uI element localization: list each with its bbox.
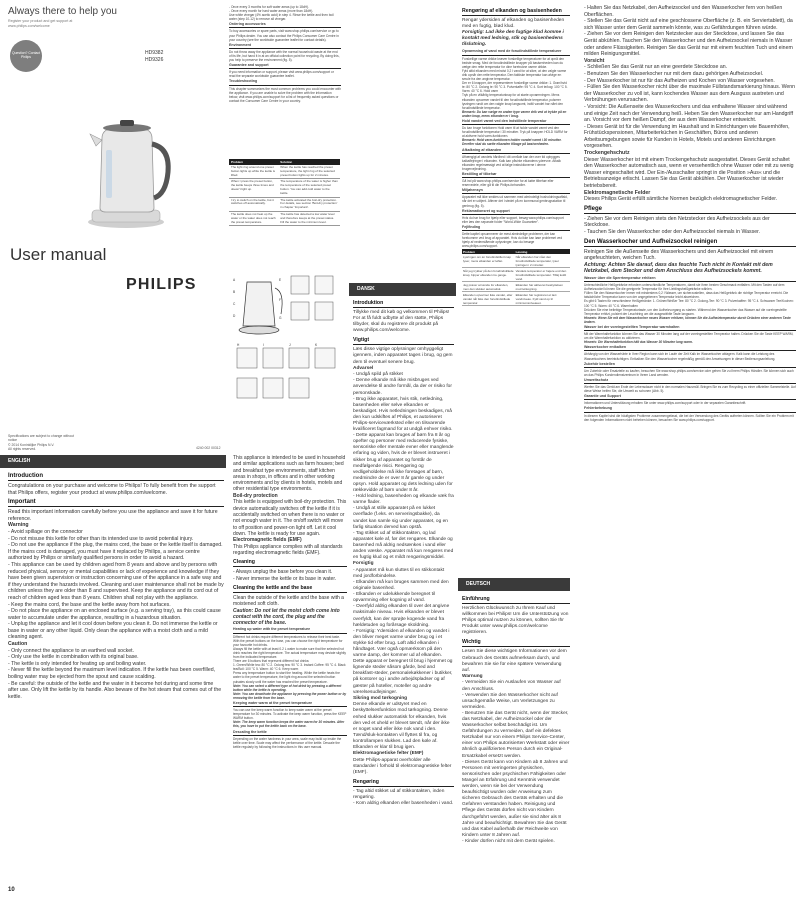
section-heading: Fejlfinding <box>462 225 570 231</box>
section-heading: Den Wasserkocher und Aufheizsockel reinigen <box>584 239 796 247</box>
table-row <box>229 179 340 197</box>
paragraph: 1. Green/White tea: 80 °C 2. Oolong tea: 90 °C 3. Instant Coffee: 95 °C 4. Black tea/Boil: 100 °C 5. Warm: 40 °C 6. Keep warm <box>233 663 346 672</box>
paragraph: Different hot drinks require different temperatures to release their best taste. With the preset buttons on the base, you can choose the right temperature for your favourite hot drinks. <box>233 634 343 647</box>
section-heading: Wasserkocher entkalken <box>584 345 796 351</box>
list-item: - Schließen Sie das Gerät nur an eine geerdete Steckdose an. <box>584 64 796 71</box>
diagram-label: G <box>279 316 282 320</box>
paragraph: Apparatet må ikke smides ud sammen med almindeligt husholdningsaffald, når det er udtjent. Aflever det i stedet på en kommunal genbrugsstation til genbrug (fig. 5). <box>462 195 568 208</box>
diagram-label: E <box>279 278 282 282</box>
section-heading: Introduction <box>8 473 224 481</box>
dansk-column-2 <box>462 5 570 575</box>
paragraph: To buy accessories or spare parts, visit www.shop.philips.com/service or go to your Philips dealer. You can also contact the Philips Consumer Care Centre in your country (see the worldwide guarantee leaflet for contact details). <box>229 29 339 42</box>
section-heading: Guarantee and support <box>229 63 341 69</box>
cover-section <box>8 6 232 452</box>
english-column-3-top <box>229 5 341 157</box>
section-heading: Opvarmning af vand med de forudindstillede temperaturer <box>462 49 570 55</box>
paragraph: This appliance is intended to be used in household and similar applications such as farm houses; bed and breakfast type environments, staff kitchen areas in shops, in offices and in other working environments and by clients in hotels, motels and other residential type environments. <box>233 455 346 493</box>
section-heading: Rengøring af elkanden og basisenheden <box>462 8 570 16</box>
tagline: Always there to help you <box>8 6 117 17</box>
subheading: Vorsicht <box>584 57 605 64</box>
caution-note: Achtung: Achten Sie darauf, dass das feuchte Tuch nicht in Kontakt mit dem Netzkabel, dem Stecker und dem Anschluss des Aufheizsockels kommt. <box>584 261 773 275</box>
list-item: - Overfyld aldrig elkanden til over det angivne maksimale niveau. Hvis elkanden er blevet overfyldt, kan der sprøjte kogende vand fra hældetuden og forårsage skoldning. <box>353 604 454 628</box>
list-item: - Be careful: the outside of the kettle and the water in it become hot during and some time after use. Only lift the kettle by its handle. Also beware of the hot steam that comes out of the kettle. <box>8 681 224 701</box>
paragraph: Dette Philips-apparat overholder alle standarder i forhold til elektromagnetiske felter (EMF). <box>353 757 452 775</box>
note: Note: The keep warm function keeps the water warm for 30 minutes. After this, you have to put the kettle back on the base. <box>233 720 345 729</box>
table-row <box>229 211 340 225</box>
paragraph: Du kan bruge funktionen Hold varm til at holde vandet varmt ved den forudindstillede temperatur i 30 minutter. Tryk på knappen HOLD VARM for at aktivere hold varm-funktionen. <box>462 126 568 139</box>
section-heading: Fehlerbehebung <box>584 406 796 412</box>
table-header: Solution <box>278 159 340 165</box>
paragraph: Always fill the kettle with at least 0.2 L water to make sure that the selected hot drink reaches the right temperature. The actual temperature may deviate slightly from the indicated temperature. <box>233 646 346 659</box>
paragraph: Informationen und Unterstützung erhalten Sie unter www.philips.com/support oder in der separaten Garantieschrift. <box>584 401 747 406</box>
document-code: 4240 002 00312 <box>196 446 221 450</box>
note: Hinweis: Wenn Sie mit dem Wasserkocher neues Wasser erhitzen, können Sie die Aufheiztemperatur durch Drücken einer anderen Taste ändern. <box>584 315 791 324</box>
section-heading: Hold vandet varmt ved den indstillede temperatur <box>462 119 570 125</box>
table-cell: Elkanden har registreret et lavt vandniveau. Fyld vand op til minimumsniveauet. <box>515 292 570 306</box>
paragraph: Gå ind på www.shop.philips.com/service for at købe tilbehør eller reservedele, eller gå til din Philips-forhandler. <box>462 179 554 188</box>
paragraph: Lesen Sie diese wichtigen Informationen vor dem Gebrauch des Geräts aufmerksam durch, und bewahren Sie sie für eine spätere Verwendung auf. <box>462 649 567 673</box>
language-bar-english: ENGLISH <box>0 455 226 468</box>
paragraph: Hvis du har brug for hjælp eller support, besøg www.philips.com/support eller læs den separate folder "World-Wide Guarantee". <box>462 215 564 224</box>
page-number: 10 <box>8 887 15 893</box>
table-header: Problem <box>229 159 278 165</box>
section-heading: Cleaning <box>233 559 347 567</box>
table-row <box>229 197 340 211</box>
paragraph: Herzlichen Glückwunsch zu Ihrem Kauf und willkommen bei Philips! Um die Unterstützung von Philips optimal nutzen zu können, sollten Sie Ihr Produkt unter www.philips.com/welcome registrieren. <box>462 606 569 636</box>
table-cell: Når elkanden har nået den forudindstillede temperatur, lyser lysringen i 2 minutter. <box>515 254 570 268</box>
section-heading: Reklamationsret og support <box>462 209 570 215</box>
section-heading: Vigtigt <box>353 337 454 345</box>
paragraph: Read this important information carefully before you use the appliance and save it for future reference. <box>8 509 218 522</box>
list-item: - Avoid spillage on the connector <box>8 529 224 536</box>
list-item: - Füllen Sie den Wasserkocher nicht über die maximale Füllstandsmarkierung hinaus. Wenn der Wasserkocher zu voll ist, kann kochendes Wasser aus dem Ausguss austreten und Verbrühungen verursachen. <box>584 84 796 104</box>
spec-line: Specifications are subject to change without notice <box>8 434 74 443</box>
subheading: Boil-dry protection <box>233 492 278 499</box>
table-row <box>462 254 570 268</box>
table-cell: Elkanden har aktiveret beskyttelsen mod tørkogning. <box>515 282 570 292</box>
paragraph: Werfen Sie das Gerät am Ende der Lebensdauer nicht in den normalen Hausmüll. Bringen Sie es zum Recycling zu einer offiziellen Sammelstelle. Auf diese Weise helfen Sie, die Umwelt zu schonen (Abb. 5). <box>584 385 796 394</box>
table-cell: Når jeg trykker på den forudindstillede knap, bipper elkanden tre gange. <box>462 268 515 282</box>
list-item: - Ziehen Sie vor dem Reinigen den Netzstecker aus der Steckdose, und lassen Sie das Gerät abkühlen. Tauchen Sie den Wasserkocher und den Aufheizsockel niemals in Wasser oder andere Flüssigkeiten. Reinigen Sie das Gerät nur mit einem feuchten Tuch und einem milden Reinigungsmittel. <box>584 31 796 57</box>
list-item: - Kinder dürfen nicht mit dem Gerät spielen. <box>462 839 570 845</box>
table-row <box>462 282 570 292</box>
list-item: - Elkanden må kun bruges sammen med den originale basenhed. <box>353 580 454 592</box>
paragraph: Tryk på en vilkårlig temperaturknap for at starte opvarmningen. Mens elkanden opvarmer vandet til den forudindstillede temperatur, pulserer lysringen rundt om den valgte knap langsomt, indtil vandet har nået den forudindstillede temperatur. <box>462 93 564 110</box>
list-item: - Never immerse the kettle or its base in water. <box>233 576 347 582</box>
paragraph: There are 6 buttons that represent different hot drinks: <box>233 659 310 664</box>
paragraph: This Philips appliance complies with all standards regarding electromagnetic fields (EMF). <box>233 543 343 557</box>
paragraph: Congratulations on your purchase and welcome to Philips! To fully benefit from the support that Philips offers, register your product at www.philips.com/welcome. <box>8 483 216 496</box>
paragraph: Tillykke med dit køb og velkommen til Philips! For at få fuldt udbytte af den støtte, Philips tilbyder, skal du registrere dit produkt på www.philips.com/welcome. <box>353 310 450 334</box>
table-cell: Lysringen om én forudindstillet knap lyser, mens elkanden er løftet. <box>462 254 515 268</box>
product-diagram <box>229 268 339 418</box>
table-header: Problem <box>462 249 515 254</box>
table-row <box>229 165 340 179</box>
spec-line: All rights reserved. <box>8 447 37 452</box>
list-item: - Forsigtig: Ydersiden af elkanden og vandet i den bliver meget varme under brug og i et stykke tid efter brug. Løft altid elkanden i håndtaget. Vær også opmærksom på den varme damp, der kommer ud af elkanden. <box>353 629 454 659</box>
paragraph: Læs disse vigtige oplysninger omhyggeligt igennem, inden apparatet tages i brug, og gem dem til eventuel senere brug. <box>353 347 453 365</box>
paragraph: Do not throw away the appliance with the normal household waste at the end of its life, but hand it in at an official collection point for recycling. By doing this, you help to preserve the environment (fig. 5). <box>229 49 340 63</box>
diagram-svg <box>229 268 339 418</box>
figure-kettle <box>239 282 282 334</box>
section-heading: Afkalkning af elkanden <box>462 148 570 154</box>
paragraph: Dette apparat er beregnet til brug i hjemmet og lignende steder såsom gårde, bed and breakfast-steder, personalekøkkener i butikker, på kontorer og i andre arbejdspladser og af gæster på hoteller, moteller og andre værelsesudlejninger. <box>353 659 453 695</box>
table-cell: The temperature of the water is higher than the temperature of the selected preset button. You can add cold water to the kettle. <box>278 179 340 197</box>
table-cell: Elkanden opvarmer ikke vandet, eller vandet når ikke den forudindstillede temperatur. <box>462 292 515 306</box>
register-text: Register your product and get support at www.philips.com/welcome <box>8 19 73 28</box>
section-heading: Important <box>8 499 224 507</box>
english-column-2 <box>233 455 347 885</box>
paragraph: This kettle is equipped with boil-dry protection. This device automatically switches off the kettle if it is accidentally switched on when there is no water or not enough water in it. The on/off switch will move to off position and power-on light off. Let it cool down. The kettle is ready for use again. <box>233 499 347 537</box>
section-heading: Pflege <box>584 206 796 214</box>
language-bar-deutsch: DEUTSCH <box>458 578 570 591</box>
subheading: Sikring mod tørkogning <box>353 695 408 701</box>
note: Bemærk: Du kan vælge en anden type varme drik ved at trykke på en anden knap, mens elkanden er i brug. <box>462 109 567 118</box>
paragraph: Dette kapitel opsummerer de mest almindelige problemer, der kan forekomme ved brug af apparatet. Hvis du ikke kan løse problemet ved hjælp af nedenstående oplysninger, kan du besøge www.philips.com/support. <box>462 232 563 249</box>
paragraph: Depending on the water hardness in your area, scale may build up inside the kettle over time. Scale may affect the performance of the kettle. Descale the kettle regularly by following the instructions in this user manual. <box>233 736 342 749</box>
section-heading: Wichtig <box>462 639 570 647</box>
paragraph: If you need information or support, please visit www.philips.com/support or read the separate worldwide guarantee leaflet. <box>229 70 334 79</box>
language-bar-dansk: DANSK <box>349 283 456 296</box>
table-cell: Jeg prøver at tænde for elkanden, men den slukker automatisk. <box>462 282 515 292</box>
table-cell: The kettle activated the boil-dry protection. For details, see section 'Boil-dry protection' in chapter 'Important'. <box>278 197 340 211</box>
model-number: HD9326 <box>145 57 164 63</box>
list-item: - Vermeiden Sie ein Auslaufen von Wasser auf den Anschluss. <box>462 680 570 692</box>
section-heading: Descaling the kettle <box>233 730 347 736</box>
english-column-1 <box>8 470 224 884</box>
list-item: - This appliance can be used by children aged from 8 years and above and by persons with reduced physical, sensory or mental capabilities or lack of experience and knowledge if they have been given supervision or instruction concerning use of the appliance in a safe way and if they understand the hazards involved. Cleaning and user maintenance shall not be made by children unless they are older than 8 and supervised. Keep the appliance and its cord out of reach of children aged less than 8 years. Children shall not play with the appliance. <box>8 562 224 602</box>
section-heading: Umweltschutz <box>584 378 796 384</box>
list-item: - Dieses Gerät kann von Kindern ab 8 Jahren und Personen mit verringerten physischen, sensorischen oder psychischen Fähigkeiten oder Mangel an Erfahrung und Kenntnis verwendet werden, wenn sie bei der Verwendung beaufsichtigt wurden oder Anweisung zum sicheren Gebrauch des Geräts erhalten und die Gefahren verstanden haben. Reinigung und Pflege des Geräts dürfen nicht von Kindern durchgeführt werden, außer sie sind älter als 8 Jahre und beaufsichtigt. Bewahren Sie das Gerät und das Kabel außerhalb der Reichweite von Kindern unter 8 Jahren auf. <box>462 760 570 839</box>
list-item: - Tag stikket ud af stikkontakten, og lad apparatet køle af, før det rengøres. Elkande og basenhed må aldrig nedsænkes i vand eller anden væske. Apparatet må kun rengøres med en fugtig klud og et mildt rengøringsmiddel. <box>353 531 454 561</box>
list-item: - Verwenden Sie den Wasserkocher nicht auf unsachgemäße Weise, um Verletzungen zu vermeiden. <box>462 693 570 711</box>
table-cell: The light ring around one preset button lights up while the kettle is lifted. <box>229 165 278 179</box>
note: Bemærk: Hold varm-funktionen holder vandet varmt i 30 minutter. Derefter skal du sætte elkanden tilbage på basisenheden. <box>462 138 562 147</box>
spec-line: © 2014 Koninklijke Philips N.V. <box>8 442 55 447</box>
table-cell: When I press the preset button, the kettle beeps three times and doesn't light up. <box>229 179 278 197</box>
paragraph: Dieses Philips Gerät erfüllt sämtliche Normen bezüglich elektromagnetischer Felder. <box>584 196 778 203</box>
subheading: Elektromagnetiske felter (EMF) <box>353 751 424 757</box>
deutsch-column <box>462 593 570 885</box>
caution-note: Caution: Do not let the moist cloth come into contact with the cord, the plug and the connector of the base. <box>233 607 340 627</box>
list-item: - Only use the kettle in combination with its original base. <box>8 654 224 661</box>
paragraph: Afhængigt af vandets hårdhed i dit område kan der over tid opbygges kalkaflejringer i elkanden. Kalk kan påvirke elkandens ydeevne. Afkalk elkanden regelmæssigt ved at følge instruktionerne i denne brugervejledning. <box>462 154 561 171</box>
section-heading: Zubehör bestellen <box>584 362 796 368</box>
subheading: Caution <box>8 641 28 648</box>
table-row <box>462 268 570 282</box>
list-item: - Halten Sie das Netzkabel, den Aufheizsockel und den Wasserkocher fern von heißen Oberflächen. <box>584 5 796 18</box>
diagram-label: K <box>315 343 318 347</box>
paragraph: Forskellige varme drikke kræver forskellige temperaturer for at opnå den bedste smag. Med de forudindstillede knapper på basisenheden kan du vælge den rette temperatur for dine foretrukne varme drikke. <box>462 56 565 69</box>
subheading: Warnung <box>462 673 483 679</box>
diagram-label: I <box>263 343 264 347</box>
paragraph: Es gibt 6 Tasten für verschiedene Heißgetränke: 1. Grüner/Weißer Tee: 80 °C 2. Oolong-Tee: 90 °C 3. Pulverkaffee: 95 °C 4. Schwarzer Tee/Kochen: 100 °C 5. Warm: 40 °C 6. Warmhalten <box>584 299 794 308</box>
model-numbers <box>145 50 163 64</box>
list-item: - Only connect the appliance to an earthed wall socket. <box>8 648 224 655</box>
paragraph: Clean the outside of the kettle and the base with a moistened soft cloth. <box>233 594 344 608</box>
diagram-label: H <box>237 343 240 347</box>
list-item: - Never fill the kettle beyond the maximum level indication. If the kettle has been overfilled, boiling water may be ejected from the spout and cause scalding. <box>8 667 224 680</box>
contact-badge: Question? Contact Philips <box>10 40 42 72</box>
note: Hinweis: Die Warmhaltefunktion hält das Wasser 30 Minuten lang warm. <box>584 340 693 345</box>
section-heading: Troubleshooting <box>229 79 341 85</box>
subheading: Elektromagnetische Felder <box>584 189 651 196</box>
list-item: - Vorsicht: Die Außenseite des Wasserkochers und das enthaltene Wasser sind während und einige Zeit nach der Verwendung heiß. Heben Sie den Wasserkocher nur am Handgriff an. Vorsicht vor dem heißen Dampf, der aus dem Wasserkocher entweicht. <box>584 104 796 124</box>
list-item: - Benutzen Sie den Wasserkocher nur mit dem dazu gehörigen Aufheizsockel. <box>584 71 796 78</box>
caution-note: Forsigtig: Lad ikke den fugtige klud komme i kontakt med ledning, stik og basisenhedens tilslutning. <box>462 30 564 48</box>
paragraph: Dieser Wasserkocher ist mit einem Trockengehschutz ausgestattet. Dieses Gerät schaltet den Wasserkocher automatisch aus, wenn er versehentlich ohne Wasser oder mit zu wenig Wasser eingeschaltet wird. Der Ein-/Ausschalter springt in die Position »Aus« und die Betriebsanzeige erlischt. Lassen Sie das Gerät abkühlen. Der Wasserkocher ist wieder betriebsbereit. <box>584 156 794 190</box>
list-item: - Keep the mains cord, the base and the kettle away from hot surfaces. <box>8 602 224 609</box>
list-item: - Benutzen Sie das Gerät nicht, wenn der Stecker, das Netzkabel, der Aufheizsockel oder der Wasserkocher selbst beschädigt ist. Um Gefährdungen zu vermeiden, darf ein defektes Netzkabel nur von einem Philips Service-Center, einer von Philips autorisierten Werkstatt oder einer ähnlich qualifizierten Person durch ein Original-Ersatzkabel ersetzt werden. <box>462 711 570 760</box>
paragraph: Fyld altid elkanden med mindst 0,2 l vand for at sikre, at den valgte varme drik opnår den rette temperatur. Den faktiske temperatur kan afvige en smule fra den angivne temperatur. <box>462 68 567 82</box>
kettle-image <box>66 110 186 230</box>
list-item: - Do not place the appliance on an enclosed surface (e.g. a serving tray), as this could cause water to accumulate under the appliance, resulting in a hazardous situation. <box>8 608 224 621</box>
section-heading: Wasser bei der voreingestellten Temperatur warmhalten <box>584 325 796 331</box>
paragraph: Rengør ydersiden af elkanden og basisenheden med en fugtig, blød klud. <box>462 18 565 30</box>
diagram-label: B <box>233 290 236 294</box>
section-heading: Einführung <box>462 596 570 604</box>
model-number: HD9382 <box>145 50 164 56</box>
table-cell: I try to switch on the kettle, but it switches off automatically. <box>229 197 278 211</box>
list-item: - Always unplug the base before you clean it. <box>233 569 347 575</box>
section-heading: Wasser über die Sperrtemperatur erhitzen <box>584 276 796 282</box>
list-item: - Tag altid stikket ud af stikkontakten, inden rengøring. <box>353 789 454 801</box>
note: Note: You can select a different type of hot drink by pressing a different button while the kettle is operating. <box>233 683 342 692</box>
list-item: - Der Wasserkocher ist nur für das Aufheizen und Kochen von Wasser vorgesehen. <box>584 78 796 85</box>
section-heading: Environment <box>229 43 341 49</box>
diagram-label: J <box>289 343 291 347</box>
section-heading: Miljøhensyn <box>462 188 570 194</box>
paragraph: Der er 6 knapper, der repræsenterer forskellige varme drikke: 1. Grøn/hvid te: 80 °C 2. Oolong te: 90 °C 3. Pulverkaffe: 95 °C 4. Sort te/kog: 100 °C 5. Varm: 40 °C 6. Hold varm <box>462 81 568 94</box>
section-heading: Rengøring <box>353 779 454 787</box>
paragraph: Reinigen Sie die Außenseite des Wasserkochers und den Aufheizsockel mit einem angefeuchteten, weichen Tuch. <box>584 248 774 262</box>
table-header: Løsning <box>515 249 570 254</box>
section-heading: Introduktion <box>353 300 454 308</box>
list-item: - Do not use the appliance if the plug, the mains cord, the base or the kettle itself is damaged. If the mains cord is damaged, you must have it replaced by Philips, a service centre authorized by Philips or similarly qualified persons in order to avoid a hazard. <box>8 542 224 562</box>
subheading: Advarsel <box>353 365 374 371</box>
section-heading: Ordering accessories <box>229 22 341 28</box>
section-heading: Garantie und Support <box>584 394 796 400</box>
paragraph: Abhängig von der Wasserhärte in Ihrer Region kann sich im Laufe der Zeit Kalk im Wasserkocher ablagern. Kalk kann die Leistung des Wasserkochers beeinträchtigen. Entkalken Sie den Wasserkocher regelmäßig gemäß den Anweisungen in dieser Bedienungsanleitung. <box>584 352 776 361</box>
table-cell: Vandets temperatur er højere end den forudindstillede temperatur. Tilføj koldt vand. <box>515 268 570 282</box>
section-heading: Keeping water warm at the preset temperature <box>233 701 347 707</box>
spec-notice <box>8 434 78 452</box>
list-item: - Undgå at stille apparatet på en lukket overflade (f.eks. en serveringsbakke), da vandet kan samle sig under apparatet, og en farlig situation derved kan opstå. <box>353 506 454 530</box>
list-item: - Undgå spild på stikket <box>353 372 454 378</box>
paragraph: Use white vinegar (4% acetic acid) in step 4. Rinse the kettle and then boil water (step 10-12) to remove all vinegar. <box>229 13 334 22</box>
section-heading: Bestilling af tilbehør <box>462 172 570 178</box>
paragraph: Füllen Sie den Wasserkocher immer mit mindestens 0,2 l Wasser, um sicherzustellen, dass das Heißgetränk die richtige Temperatur erreicht. Die tatsächliche Temperatur kann von der angegebenen Temperatur leicht abweichen. <box>584 291 789 300</box>
note: Note: You can deactivate the appliance by pressing the power button or by removing the kettle from the base. <box>233 691 347 700</box>
philips-logo: PHILIPS <box>126 276 197 293</box>
section-heading: Cleaning the kettle and the base <box>233 585 347 593</box>
troubleshooting-table-da <box>462 249 570 306</box>
list-item: - The kettle is only intended for heating up and boiling water. <box>8 661 224 668</box>
paragraph: Denne elkande er udstyret med en beskyttelsesfunktion mod tørkogning. Denne enhed slukker automatisk for elkanden, hvis den ved et uheld er blevet tændt, når der ikke er noget vand eller ikke nok vand i den. Tænd/sluk-kontakten vil flyttes til fra, og kontrollampen slukkes. Lad den køle af. Elkanden er klar til brug igen. <box>353 702 450 750</box>
list-item: - Denne elkande må ikke misbruges ved anvendelse til andre formål, da der er risiko for personskade. <box>353 378 454 396</box>
diagram-label: D <box>233 314 236 318</box>
list-item: - Hold ledning, basenheden og elkande væk fra varme flader. <box>353 494 454 506</box>
subheading: Forsigtig <box>353 561 374 567</box>
section-heading: Heating up water with the preset temperature <box>233 627 347 633</box>
paragraph: You can use the keep warm function to keep water warm at the preset temperature for 30 minutes. To activate the keep warm function, press the KEEP WARM button. <box>233 708 347 721</box>
paragraph: Unterschiedliche Heißgetränke erfordern unterschiedliche Temperaturen, damit sie ihren besten Geschmack entfalten. Mit den Tasten auf dem Aufheizsockel können Sie die geeignete Temperatur für Ihre Lieblingsheißgetränke wählen. <box>584 283 785 292</box>
subheading: Warning <box>8 522 29 529</box>
paragraph: Press any temperature button to start the heating. While the kettle heats the water to the preset temperature, the light ring around the selected button pulsates slowly until the water has reached the preset temperature. <box>233 671 340 684</box>
table-row <box>462 292 570 306</box>
list-item: - Dette apparat kan bruges af børn fra 8 år og opefter og personer med reducerede fysiske, sensoriske eller mentale evner eller manglende erfaring og viden, hvis de er blevet instrueret i sikker brug af apparatet og forstår de medfølgende risici. Rengøring og vedligeholdelse må ikke foretages af børn, medmindre de er over 8 år gamle og under opsyn. Hold apparatet og dets ledning uden for rækkevidde af børn under 8 år. <box>353 433 454 494</box>
list-item: - Apparatet må kun sluttes til en stikkontakt med jordforbindelse. <box>353 568 454 580</box>
dansk-column <box>353 297 454 885</box>
list-item: - Kom aldrig elkanden eller basenheden i vand. <box>353 801 454 807</box>
list-item: - Ziehen Sie vor dem Reinigen stets den Netzstecker des Aufheizsockels aus der Steckdose. <box>584 216 796 229</box>
list-item: - Dieses Gerät ist für die Verwendung im Haushalt und in Einrichtungen wie Bauernhöfen, Frühstückspensionen, Mitarbeiterküchen in Geschäften, Büros und anderen Arbeitsumgebungen sowie für Kunden in Hotels, Motels und anderen Einrichtungen vorgesehen. <box>584 124 796 150</box>
paragraph: Drücken Sie eine beliebige Temperaturtaste, um den Aufheizvorgang zu starten. Während der Wasserkocher das Wasser auf die voreingestellte Temperatur erhitzt, pulsiert der Leuchtring um die ausgewählte Taste langsam. <box>584 307 787 316</box>
subheading: Electromagnetic fields (EMF) <box>233 537 302 544</box>
troubleshooting-table-en <box>229 159 340 226</box>
list-item: - Stellen Sie das Gerät nicht auf eine geschlossene Oberfläche (z. B. ein Serviertablett), da sich Wasser unter dem Gerät sammeln könnte, was zu Gefährdungen führen würde. <box>584 18 796 31</box>
manual-title: User manual <box>10 245 107 264</box>
table-cell: The kettle does not heat up the water or the water does not reach the preset temperature. <box>229 211 278 225</box>
table-cell: When the kettle has reached the preset temperature, the light ring of the selected preset button lights up for 2 minutes. <box>278 165 340 179</box>
paragraph: This chapter summarizes the most common problems you could encounter with the appliance. If you are unable to solve the problem with the information below, visit www.philips.com/support for a list of frequently asked questions or contact the Consumer Care Centre in your country. <box>229 86 341 103</box>
diagram-label: A <box>233 278 236 282</box>
diagram-label: F <box>279 298 281 302</box>
table-cell: The kettle has detected a low water level and therefore keeps at the preset status. Fill the water to the minimum level. <box>278 211 340 225</box>
list-item: - Once every 3 months for soft water areas (up to 18dH). <box>229 5 341 9</box>
subheading: Trockengehschutz <box>584 150 630 157</box>
deutsch-column-2 <box>584 5 796 885</box>
paragraph: In diesem Kapitel sind die häufigsten Probleme zusammengefasst, die bei der Verwendung des Geräts auftreten können. Sollten Sie ein Problem mit den folgenden Informationen nicht beheben können, besuchen Sie www.philips.com/support. <box>584 413 794 422</box>
paragraph: Um Zubehör oder Ersatzteile zu kaufen, besuchen Sie www.shop.philips.com/service oder gehen Sie zu Ihrem Philips Händler. Sie können sich auch an das Philips Kundendienstzentrum in Ihrem Land wenden. <box>584 368 794 377</box>
list-item: - Elkanden er udelukkende beregnet til opvarmning eller kogning af vand. <box>353 592 454 604</box>
list-item: - Once every month for hard water areas (more than 18dH). <box>229 9 341 13</box>
list-item: - Brug ikke apparatet, hvis stik, netledning, basenheden eller selve elkanden er beskadiget. Hvis netledningen beskadiges, må den kun udskiftes af Philips, et autoriseret Philips-serviceværksted eller en tilsvarende kvalificeret fagmand for at undgå enhver risiko. <box>353 397 454 434</box>
list-item: - Do not misuse this kettle for other than its intended use to avoid potential injury. <box>8 536 224 543</box>
list-item: - Tauchen Sie den Wasserkocher oder den Aufheizsockel niemals in Wasser. <box>584 229 796 236</box>
paragraph: Mit der Warmhaltefunktion können Sie das Wasser 30 Minuten lang auf der voreingestellten Temperatur halten. Drücken Sie die Taste KEEP WARM, um die Warmhaltefunktion zu aktivieren. <box>584 332 794 341</box>
diagram-label: C <box>233 302 236 306</box>
list-item: - Unplug the appliance and let it cool down before you clean it. Do not immerse the kettle or base in water or any other liquid. Only clean the appliance with a moist cloth and a mild cleaning agent. <box>8 621 224 641</box>
